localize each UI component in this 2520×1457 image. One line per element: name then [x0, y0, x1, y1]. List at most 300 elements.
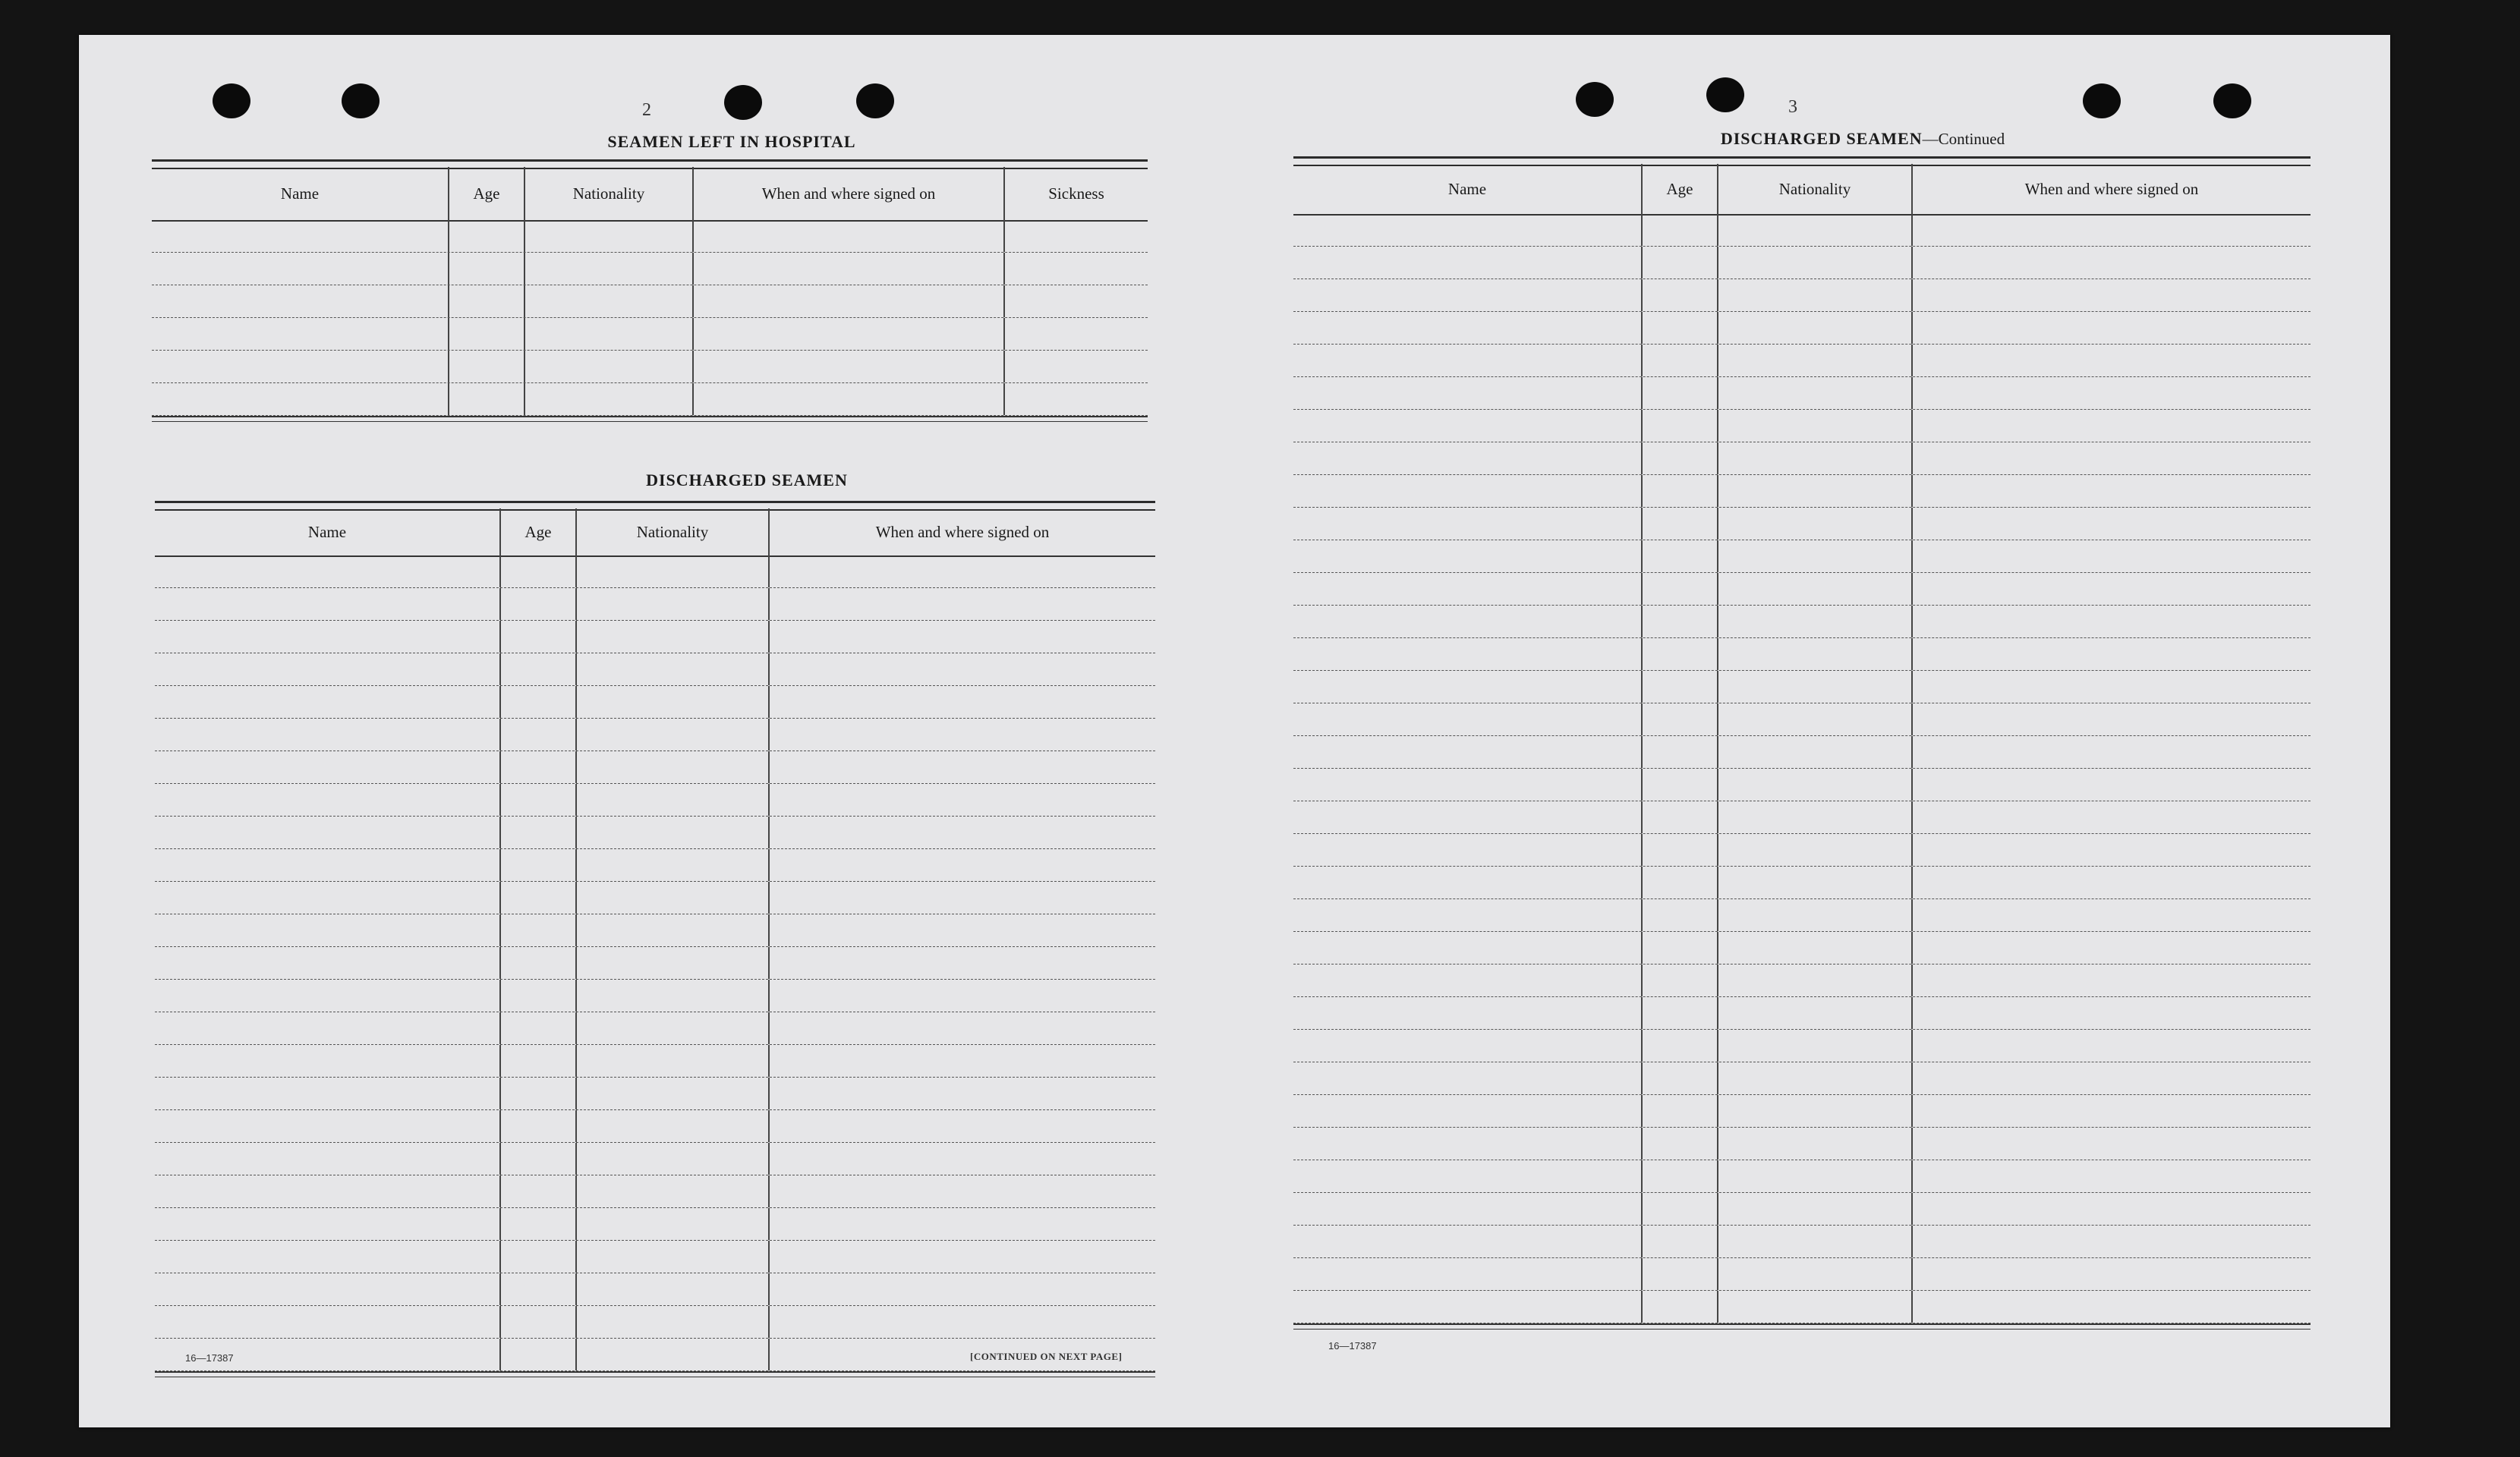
blank-cell	[501, 1273, 577, 1305]
blank-cell	[1643, 703, 1718, 735]
blank-cell	[1643, 1193, 1718, 1225]
form-code-right: 16—17387	[1328, 1340, 1377, 1352]
table-row	[1293, 867, 2311, 899]
column-header: Nationality	[525, 167, 694, 220]
blank-cell	[1718, 671, 1913, 703]
discharged-continued-title	[1551, 129, 2174, 149]
table-bottom-rule	[152, 416, 1148, 422]
blank-cell	[155, 882, 501, 914]
blank-cell	[1913, 899, 2311, 931]
table-row	[1293, 801, 2311, 834]
table-row	[1293, 573, 2311, 606]
blank-cell	[449, 285, 525, 317]
table-row	[155, 1306, 1155, 1339]
punch-hole	[2083, 83, 2121, 118]
blank-cell	[577, 588, 770, 620]
blank-cell	[1643, 769, 1718, 801]
discharged-section-title: DISCHARGED SEAMEN	[646, 470, 848, 489]
blank-cell	[152, 253, 449, 285]
table-row	[155, 914, 1155, 947]
blank-cell	[501, 1306, 577, 1338]
blank-cell	[1643, 410, 1718, 442]
blank-cell	[1643, 377, 1718, 409]
blank-cell	[1293, 573, 1643, 605]
blank-cell	[1718, 1193, 1913, 1225]
blank-cell	[501, 653, 577, 685]
column-header: Age	[449, 167, 525, 220]
blank-cell	[1718, 410, 1913, 442]
blank-cell	[577, 1306, 770, 1338]
blank-cell	[1718, 508, 1913, 540]
table-row	[1293, 1160, 2311, 1193]
blank-cell	[449, 351, 525, 382]
blank-cell	[1293, 1226, 1643, 1257]
blank-cell	[1643, 540, 1718, 572]
blank-cell	[1718, 1095, 1913, 1127]
blank-cell	[1643, 1160, 1718, 1192]
blank-cell	[1718, 279, 1913, 311]
blank-cell	[1643, 1226, 1718, 1257]
blank-cell	[770, 653, 1155, 685]
blank-cell	[770, 1045, 1155, 1077]
blank-cell	[1913, 769, 2311, 801]
blank-cell	[525, 253, 694, 285]
blank-cell	[694, 318, 1005, 350]
blank-cell	[501, 882, 577, 914]
blank-cell	[152, 351, 449, 382]
blank-cell	[501, 1012, 577, 1044]
blank-cell	[577, 1110, 770, 1142]
table-row	[1293, 638, 2311, 671]
blank-cell	[1643, 279, 1718, 311]
blank-cell	[501, 1143, 577, 1175]
punch-hole	[856, 83, 894, 118]
blank-cell	[1293, 867, 1643, 898]
blank-cell	[1913, 834, 2311, 866]
punch-hole	[342, 83, 380, 118]
table-row	[1293, 606, 2311, 638]
blank-cell	[501, 621, 577, 653]
column-header: When and where signed on	[875, 522, 1050, 541]
blank-cell	[1293, 1095, 1643, 1127]
blank-cell	[577, 1175, 770, 1207]
blank-cell	[577, 817, 770, 848]
blank-cell	[501, 686, 577, 718]
blank-cell	[1718, 1030, 1913, 1062]
blank-cell	[1913, 801, 2311, 833]
blank-cell	[501, 947, 577, 979]
blank-cell	[1293, 899, 1643, 931]
table-body	[152, 220, 1148, 422]
blank-cell	[694, 285, 1005, 317]
blank-cell	[1718, 345, 1913, 376]
blank-cell	[155, 1241, 501, 1273]
blank-cell	[1913, 638, 2311, 670]
blank-cell	[501, 1175, 577, 1207]
blank-cell	[1293, 769, 1643, 801]
blank-cell	[577, 719, 770, 751]
blank-cell	[501, 1078, 577, 1109]
blank-cell	[1718, 442, 1913, 474]
blank-cell	[155, 1078, 501, 1109]
blank-cell	[770, 1273, 1155, 1305]
table-row	[1293, 769, 2311, 801]
blank-cell	[694, 253, 1005, 285]
blank-cell	[770, 588, 1155, 620]
blank-cell	[155, 817, 501, 848]
table-row	[1293, 410, 2311, 442]
blank-cell	[152, 220, 449, 252]
blank-cell	[1293, 736, 1643, 768]
blank-cell	[577, 555, 770, 587]
table-body	[155, 555, 1155, 1377]
table-row	[1293, 1062, 2311, 1095]
blank-cell	[155, 1143, 501, 1175]
blank-cell	[1913, 867, 2311, 898]
blank-cell	[501, 719, 577, 751]
blank-cell	[155, 1045, 501, 1077]
table-row	[1293, 703, 2311, 736]
blank-cell	[155, 1012, 501, 1044]
table-row	[155, 555, 1155, 588]
blank-cell	[1293, 606, 1643, 637]
blank-cell	[1913, 1160, 2311, 1192]
blank-cell	[1718, 1226, 1913, 1257]
blank-cell	[155, 1175, 501, 1207]
blank-cell	[155, 719, 501, 751]
blank-cell	[1293, 1030, 1643, 1062]
blank-cell	[577, 849, 770, 881]
blank-cell	[155, 1273, 501, 1305]
blank-cell	[1913, 508, 2311, 540]
form-code-left: 16—17387	[185, 1352, 234, 1364]
blank-cell	[501, 980, 577, 1012]
blank-cell	[1718, 1258, 1913, 1290]
blank-cell	[501, 555, 577, 587]
blank-cell	[1718, 1062, 1913, 1094]
blank-cell	[1643, 1128, 1718, 1160]
table-row	[155, 947, 1155, 980]
blank-cell	[449, 220, 525, 252]
blank-cell	[449, 253, 525, 285]
table-header	[152, 167, 1148, 222]
blank-cell	[1718, 573, 1913, 605]
blank-cell	[1293, 671, 1643, 703]
blank-cell	[1643, 247, 1718, 278]
table-row	[1293, 247, 2311, 279]
blank-cell	[1293, 508, 1643, 540]
blank-cell	[770, 817, 1155, 848]
table-row	[1293, 1226, 2311, 1258]
table-header	[1293, 164, 2311, 216]
blank-cell	[449, 383, 525, 415]
punch-hole	[213, 83, 250, 118]
blank-cell	[577, 1045, 770, 1077]
column-header: Age	[501, 508, 577, 555]
blank-cell	[1643, 834, 1718, 866]
blank-cell	[770, 947, 1155, 979]
blank-cell	[1643, 638, 1718, 670]
table-row	[152, 220, 1148, 253]
table-row	[1293, 1193, 2311, 1226]
blank-cell	[1913, 1226, 2311, 1257]
blank-cell	[152, 285, 449, 317]
table-row	[1293, 540, 2311, 573]
blank-cell	[1718, 247, 1913, 278]
blank-cell	[1293, 1291, 1643, 1323]
blank-cell	[1643, 932, 1718, 964]
table-row	[1293, 442, 2311, 475]
table-row	[155, 588, 1155, 621]
blank-cell	[1913, 965, 2311, 996]
blank-cell	[1913, 475, 2311, 507]
blank-cell	[577, 1143, 770, 1175]
blank-cell	[155, 980, 501, 1012]
blank-cell	[1643, 867, 1718, 898]
blank-cell	[1913, 312, 2311, 344]
blank-cell	[1643, 475, 1718, 507]
blank-cell	[1643, 312, 1718, 344]
blank-cell	[1913, 410, 2311, 442]
blank-cell	[577, 686, 770, 718]
table-row	[1293, 508, 2311, 540]
blank-cell	[1913, 932, 2311, 964]
blank-cell	[1718, 312, 1913, 344]
blank-cell	[1718, 1160, 1913, 1192]
blank-cell	[577, 653, 770, 685]
blank-cell	[1718, 475, 1913, 507]
blank-cell	[770, 1110, 1155, 1142]
table-row	[1293, 1258, 2311, 1291]
table-row	[155, 686, 1155, 719]
blank-cell	[1643, 801, 1718, 833]
blank-cell	[525, 351, 694, 382]
table-row	[155, 1045, 1155, 1078]
blank-cell	[1293, 965, 1643, 996]
punch-hole	[2213, 83, 2251, 118]
blank-cell	[525, 285, 694, 317]
blank-cell	[1293, 247, 1643, 278]
blank-cell	[577, 1339, 770, 1370]
blank-cell	[1293, 801, 1643, 833]
blank-cell	[1913, 1095, 2311, 1127]
blank-cell	[1913, 1128, 2311, 1160]
blank-cell	[1293, 834, 1643, 866]
blank-cell	[1913, 997, 2311, 1029]
blank-cell	[155, 1306, 501, 1338]
table-row	[152, 383, 1148, 416]
blank-cell	[1913, 540, 2311, 572]
table-row	[155, 1110, 1155, 1143]
table-row	[152, 351, 1148, 383]
blank-cell	[1718, 377, 1913, 409]
table-row	[155, 1078, 1155, 1110]
table-row	[155, 882, 1155, 914]
blank-cell	[1913, 279, 2311, 311]
blank-cell	[694, 383, 1005, 415]
blank-cell	[1718, 736, 1913, 768]
table-row	[1293, 1095, 2311, 1128]
blank-cell	[770, 1078, 1155, 1109]
blank-cell	[1643, 1062, 1718, 1094]
blank-cell	[1293, 703, 1643, 735]
table-row	[155, 719, 1155, 751]
blank-cell	[1293, 932, 1643, 964]
table-row	[1293, 1291, 2311, 1323]
blank-cell	[1718, 540, 1913, 572]
blank-cell	[525, 318, 694, 350]
blank-cell	[152, 318, 449, 350]
table-row	[155, 1241, 1155, 1273]
column-header: Nationality	[1718, 164, 1913, 214]
blank-cell	[525, 383, 694, 415]
blank-cell	[577, 784, 770, 816]
table-row	[155, 1208, 1155, 1241]
blank-cell	[1293, 1128, 1643, 1160]
blank-cell	[770, 849, 1155, 881]
blank-cell	[501, 784, 577, 816]
table-row	[1293, 736, 2311, 769]
blank-cell	[1913, 1030, 2311, 1062]
blank-cell	[1718, 965, 1913, 996]
blank-cell	[1643, 899, 1718, 931]
table-row	[1293, 475, 2311, 508]
blank-cell	[1293, 540, 1643, 572]
title-suffix: —Continued	[1922, 130, 2005, 148]
blank-cell	[1005, 351, 1148, 382]
blank-cell	[1293, 312, 1643, 344]
blank-cell	[1718, 801, 1913, 833]
table-header	[155, 508, 1155, 557]
discharged-table-left	[155, 466, 1155, 1377]
table-row	[155, 817, 1155, 849]
blank-cell	[577, 1078, 770, 1109]
table-row	[1293, 671, 2311, 703]
blank-cell	[1005, 318, 1148, 350]
blank-cell	[770, 719, 1155, 751]
blank-cell	[1005, 285, 1148, 317]
blank-cell	[155, 914, 501, 946]
table-row	[1293, 312, 2311, 345]
column-header: Nationality	[577, 508, 770, 555]
blank-cell	[1293, 345, 1643, 376]
discharged-table-right	[1293, 156, 2311, 1370]
blank-cell	[1718, 997, 1913, 1029]
column-header: Sickness	[1048, 184, 1104, 203]
table-bottom-rule	[1293, 1323, 2311, 1330]
blank-cell	[1718, 1291, 1913, 1323]
blank-cell	[1293, 1160, 1643, 1192]
table-row	[155, 621, 1155, 653]
blank-cell	[1643, 1291, 1718, 1323]
blank-cell	[1913, 1258, 2311, 1290]
table-row	[155, 653, 1155, 686]
blank-cell	[1293, 638, 1643, 670]
table-row	[152, 318, 1148, 351]
blank-cell	[577, 914, 770, 946]
blank-cell	[770, 621, 1155, 653]
blank-cell	[1913, 736, 2311, 768]
column-header: When and where signed on	[694, 167, 1005, 220]
blank-cell	[770, 751, 1155, 783]
blank-cell	[770, 1241, 1155, 1273]
blank-cell	[501, 849, 577, 881]
blank-cell	[1913, 573, 2311, 605]
blank-cell	[1005, 220, 1148, 252]
table-row	[155, 1012, 1155, 1045]
blank-cell	[155, 751, 501, 783]
table-bottom-rule	[155, 1371, 1155, 1377]
blank-cell	[1643, 508, 1718, 540]
blank-cell	[1643, 997, 1718, 1029]
blank-cell	[449, 318, 525, 350]
blank-cell	[501, 817, 577, 848]
blank-cell	[1913, 345, 2311, 376]
blank-cell	[1293, 214, 1643, 246]
column-header: Age	[1643, 164, 1718, 214]
blank-cell	[155, 588, 501, 620]
blank-cell	[694, 351, 1005, 382]
blank-cell	[1913, 1291, 2311, 1323]
blank-cell	[155, 621, 501, 653]
blank-cell	[501, 751, 577, 783]
blank-cell	[770, 980, 1155, 1012]
column-header: Name	[155, 508, 501, 555]
blank-cell	[1913, 214, 2311, 246]
blank-cell	[1643, 1095, 1718, 1127]
blank-cell	[1293, 410, 1643, 442]
title-main: DISCHARGED SEAMEN	[1720, 129, 1923, 148]
table-row	[1293, 1128, 2311, 1160]
blank-cell	[155, 1208, 501, 1240]
blank-cell	[501, 1045, 577, 1077]
blank-cell	[1643, 965, 1718, 996]
blank-cell	[1913, 377, 2311, 409]
table-row	[155, 980, 1155, 1012]
table-row	[155, 751, 1155, 784]
punch-hole	[1706, 77, 1744, 112]
blank-cell	[694, 220, 1005, 252]
blank-cell	[1718, 899, 1913, 931]
table-row	[1293, 932, 2311, 965]
blank-cell	[1643, 442, 1718, 474]
blank-cell	[1293, 1062, 1643, 1094]
blank-cell	[1643, 671, 1718, 703]
blank-cell	[577, 1208, 770, 1240]
blank-cell	[1293, 279, 1643, 311]
continued-note: [CONTINUED ON NEXT PAGE]	[970, 1351, 1123, 1362]
blank-cell	[525, 220, 694, 252]
blank-cell	[501, 1110, 577, 1142]
blank-cell	[770, 1175, 1155, 1207]
table-row	[1293, 899, 2311, 932]
column-header: Name	[1293, 164, 1643, 214]
blank-cell	[1913, 703, 2311, 735]
table-row	[155, 1143, 1155, 1175]
blank-cell	[1718, 867, 1913, 898]
table-row	[155, 1273, 1155, 1306]
blank-cell	[770, 555, 1155, 587]
table-row	[1293, 345, 2311, 377]
table-row	[155, 784, 1155, 817]
blank-cell	[577, 1012, 770, 1044]
table-row	[1293, 834, 2311, 867]
blank-cell	[1913, 606, 2311, 637]
blank-cell	[155, 784, 501, 816]
blank-cell	[1913, 442, 2311, 474]
blank-cell	[1293, 475, 1643, 507]
blank-cell	[1293, 377, 1643, 409]
